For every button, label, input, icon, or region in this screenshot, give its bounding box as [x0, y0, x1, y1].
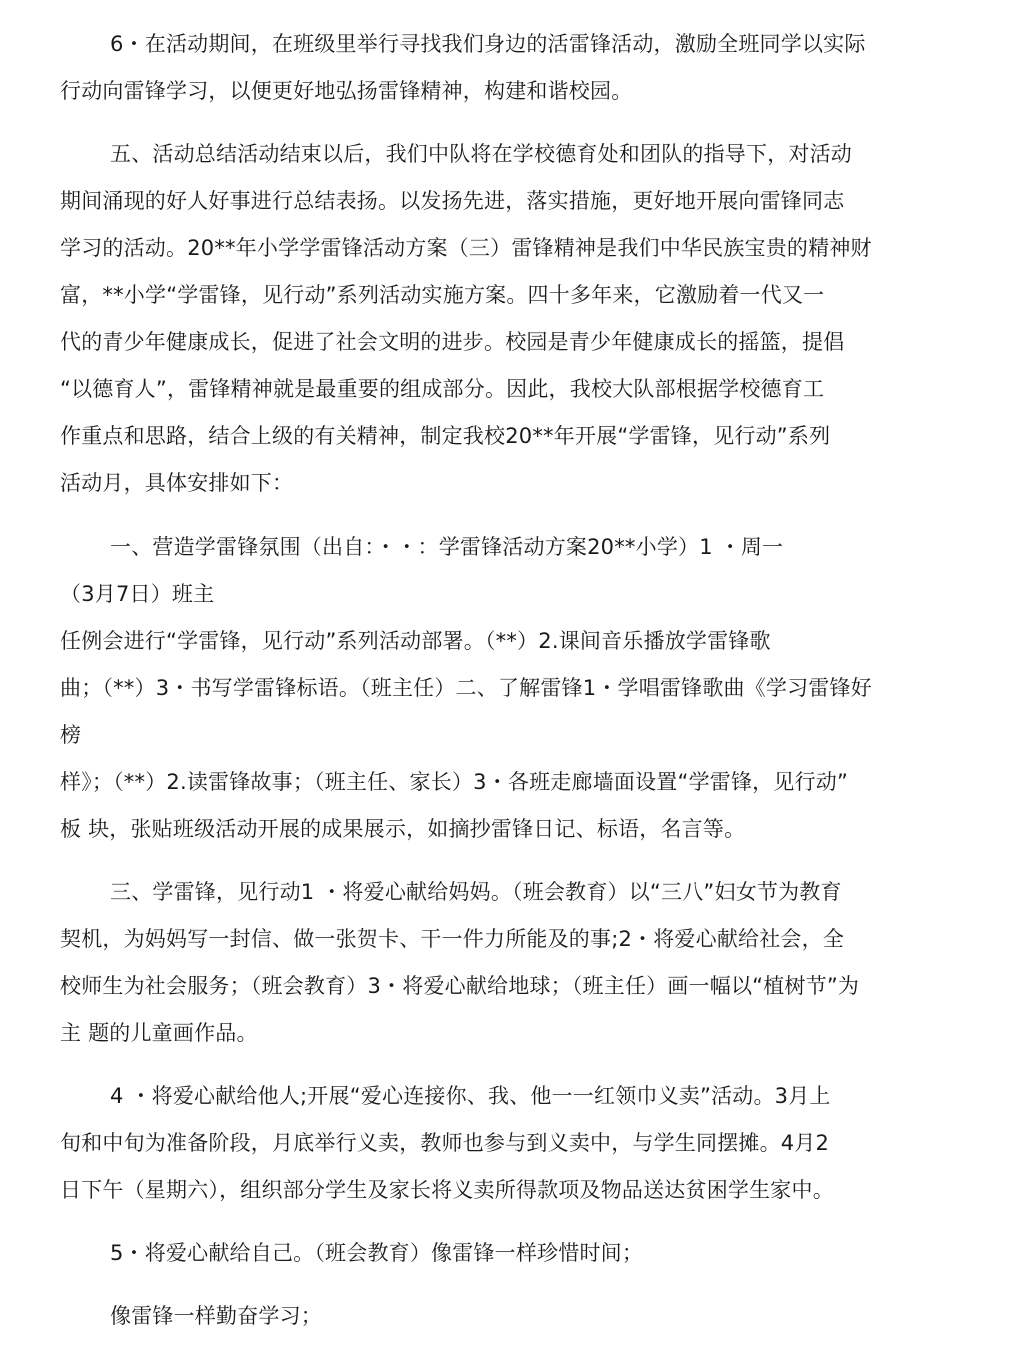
text-line-22: 4 ・将爱心献给他人;开展“爱心连接你、我、他一一红领巾义卖”活动。3月上 [110, 1084, 831, 1108]
text-line-16: 样》；（**）2.读雷锋故事；（班主任、家长）3・各班走廊墙面设置“学雷锋，见行动” [60, 770, 849, 794]
text-line-23: 旬和中旬为准备阶段，月底举行义卖，教师也参与到义卖中，与学生同摆摊。4月2 [60, 1131, 830, 1155]
text-line-5: 学习的活动。20**年小学学雷锋活动方案（三）雷锋精神是我们中华民族宝贵的精神财 [60, 236, 872, 260]
text-line-20: 校师生为社会服务；（班会教育）3・将爱心献给地球；（班主任）画一幅以“植树节”为 [60, 974, 860, 998]
text-line-4: 期间涌现的好人好事进行总结表扬。以发扬先进，落实措施，更好地开展向雷锋同志 [60, 189, 845, 213]
text-line-25: 5・将爱心献给自己。（班会教育）像雷锋一样珍惜时间； [110, 1241, 644, 1265]
text-line-17: 板 块，张贴班级活动开展的成果展示，如摘抄雷锋日记、标语，名言等。 [60, 817, 746, 841]
text-line-9: 作重点和思路，结合上级的有关精神，制定我校20**年开展“学雷锋，见行动”系列 [60, 424, 831, 448]
text-line-14: 曲；（**）3・书写学雷锋标语。（班主任）二、了解雷锋1・学唱雷锋歌曲《学习雷锋好 [60, 676, 872, 700]
text-line-6: 富，**小学“学雷锋，见行动”系列活动实施方案。四十多年来，它激励着一代又一 [60, 283, 825, 307]
text-line-15: 榜 [60, 723, 82, 747]
text-line-10: 活动月，具体安排如下： [60, 471, 294, 495]
text-line-21: 主 题的儿童画作品。 [60, 1021, 258, 1045]
text-line-8: “以德育人”，雷锋精神就是最重要的组成部分。因此，我校大队部根据学校德育工 [60, 377, 825, 401]
text-line-19: 契机，为妈妈写一封信、做一张贺卡、干一件力所能及的事;2・将爱心献给社会，全 [60, 927, 845, 951]
text-line-12: （3月7日）班主 [60, 582, 215, 606]
text-line-7: 代的青少年健康成长，促进了社会文明的进步。校园是青少年健康成长的摇篮，提倡 [60, 330, 845, 354]
text-line-3: 五、活动总结活动结束以后，我们中队将在学校德育处和团队的指导下，对活动 [110, 142, 852, 166]
text-line-26: 像雷锋一样勤奋学习； [110, 1304, 322, 1328]
text-line-2: 行动向雷锋学习，以便更好地弘扬雷锋精神，构建和谐校园。 [60, 79, 633, 103]
text-line-13: 任例会进行“学雷锋，见行动”系列活动部署。（**）2.课间音乐播放学雷锋歌 [60, 629, 771, 653]
text-line-11: 一、营造学雷锋氛围（出自：・・：学雷锋活动方案20**小学）1 ・周一 [110, 535, 784, 559]
text-line-18: 三、学雷锋，见行动1 ・将爱心献给妈妈。（班会教育）以“三八”妇女节为教育 [110, 880, 842, 904]
text-line-1: 6・在活动期间，在班级里举行寻找我们身边的活雷锋活动，激励全班同学以实际 [110, 32, 866, 56]
text-line-24: 日下午（星期六），组织部分学生及家长将义卖所得款项及物品送达贫困学生家中。 [60, 1178, 834, 1202]
